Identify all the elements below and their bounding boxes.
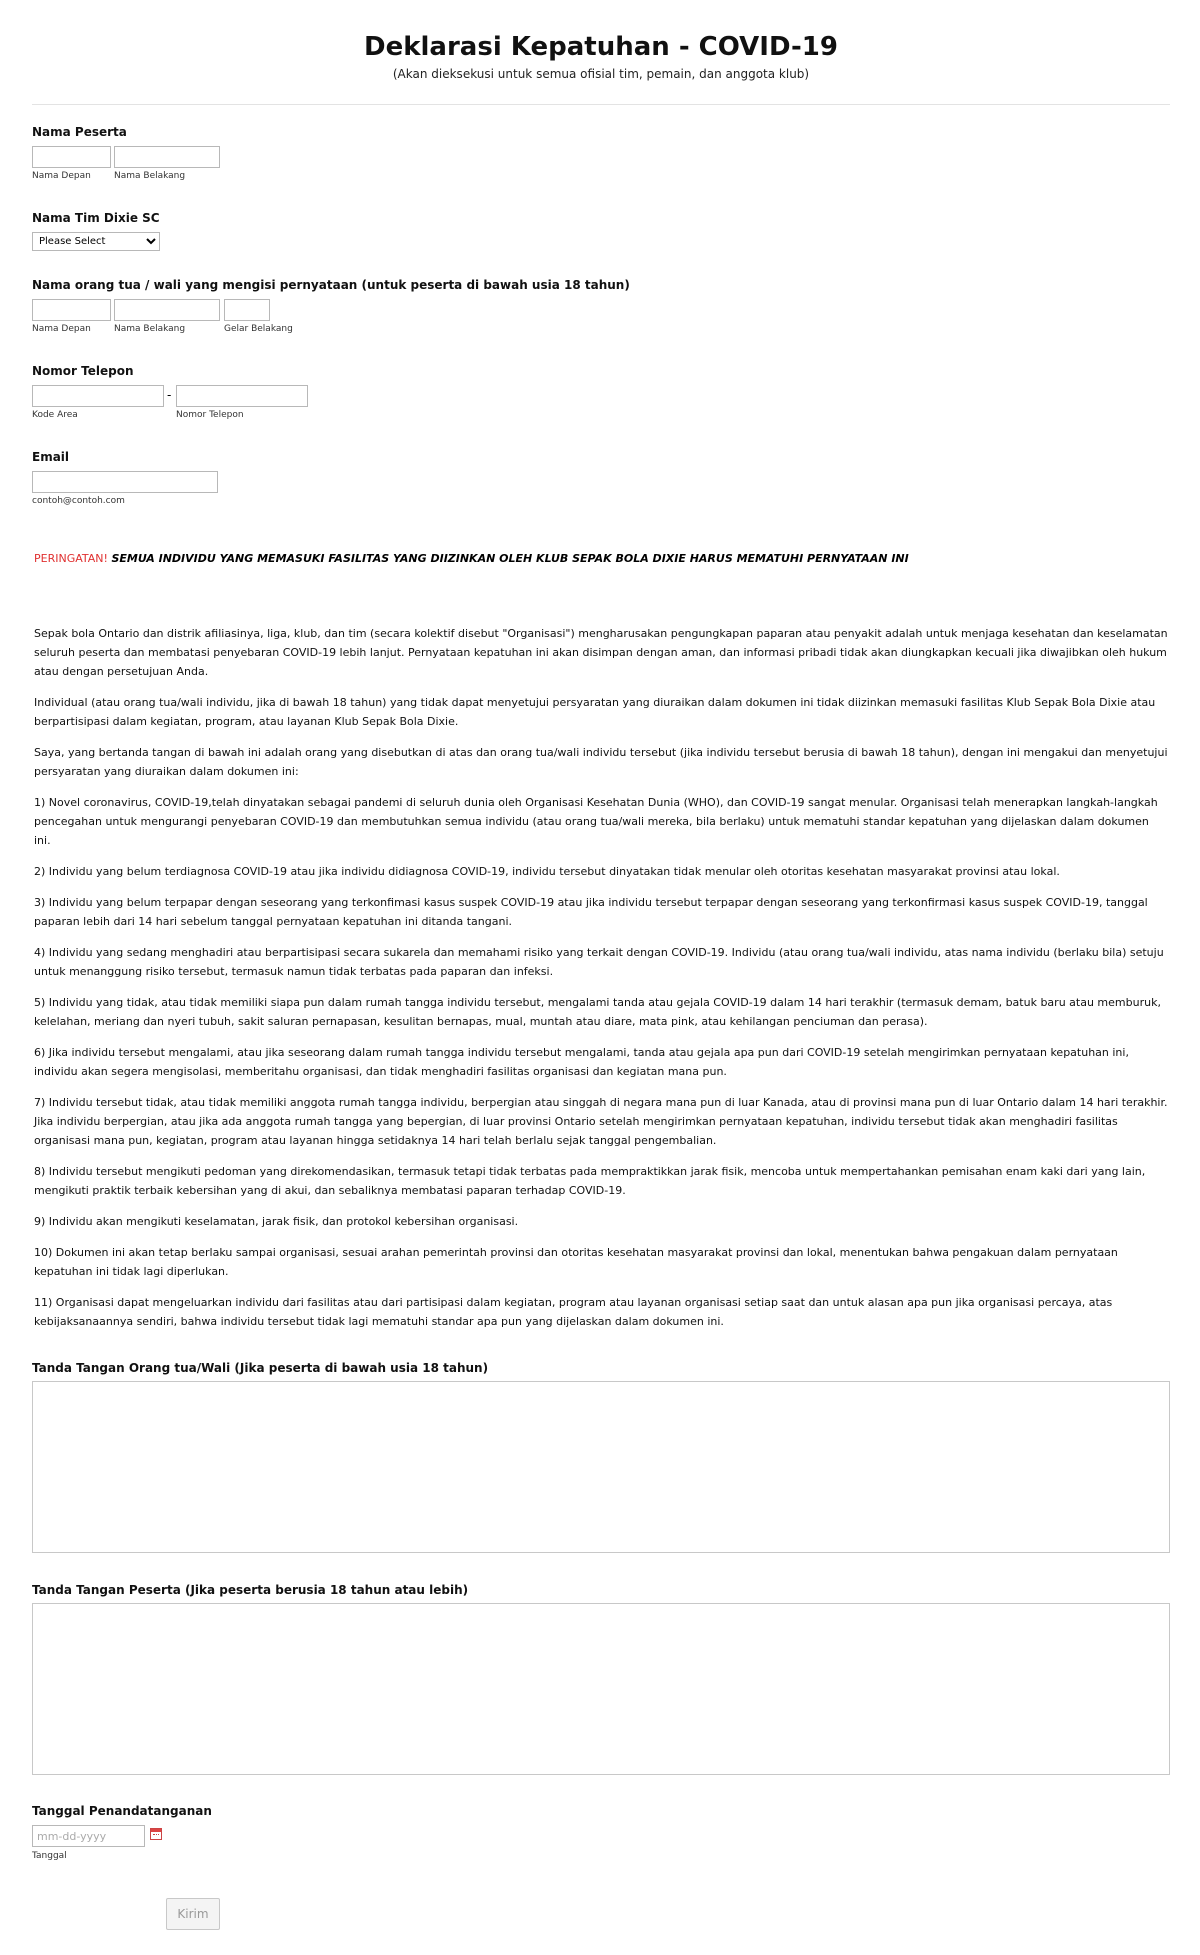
participant-first-name-sublabel: Nama Depan	[32, 171, 91, 181]
team-select[interactable]	[32, 232, 160, 251]
warning-text: SEMUA INDIVIDU YANG MEMASUKI FASILITAS YANG DIIZINKAN OLEH KLUB SEPAK BOLA DIXIE HARUS MEMATUHI PERNYATAAN INI	[111, 552, 909, 565]
phone-separator: -	[167, 388, 172, 402]
declaration-item: 2) Individu yang belum terdiagnosa COVID-19 atau jika individu didiagnosa COVID-19, individu tersebut dinyatakan tidak menular oleh otoritas kesehatan masyarakat provinsi atau lokal.	[34, 865, 1060, 878]
page-subtitle: (Akan dieksekusi untuk semua ofisial tim, pemain, dan anggota klub)	[392, 67, 810, 81]
declaration-paragraph: Individual (atau orang tua/wali individu, jika di bawah 18 tahun) yang tidak dapat menyetujui persyaratan yang diuraikan dalam dokumen ini tidak diizinkan memasuki fasilitas Klub Sepak Bola Dixie atau berpartisipasi dalam kegiatan, program, atau layanan Klub Sepak Bola Dixie.	[34, 696, 1156, 728]
warning-prefix: PERINGATAN!	[34, 552, 108, 565]
participant-first-name-input[interactable]	[32, 146, 111, 168]
phone-number-input[interactable]	[176, 385, 308, 407]
email-label: Email	[32, 450, 70, 464]
participant-name-label: Nama Peserta	[32, 125, 127, 139]
participant-last-name-sublabel: Nama Belakang	[114, 171, 186, 181]
team-label: Nama Tim Dixie SC	[32, 211, 160, 225]
phone-area-code-sublabel: Kode Area	[32, 410, 78, 420]
participant-signature-pad[interactable]	[32, 1603, 1170, 1775]
guardian-suffix-input[interactable]	[224, 299, 270, 321]
declaration-item: 5) Individu yang tidak, atau tidak memiliki siapa pun dalam rumah tangga individu tersebut, mengalami tanda atau gejala COVID-19 dalam 14 hari terakhir (termasuk demam, batuk baru atau memburuk, kelelahan, meriang dan nyeri tubuh, sakit saluran pernapasan, kesulitan bernapas, mual, muntah atau diare, mata pink, atau kehilangan penciuman dan perasa).	[34, 996, 1161, 1028]
guardian-last-name-input[interactable]	[114, 299, 220, 321]
calendar-icon[interactable]	[150, 1828, 162, 1840]
guardian-last-name-sublabel: Nama Belakang	[114, 324, 186, 334]
guardian-signature-label: Tanda Tangan Orang tua/Wali (Jika peserta di bawah usia 18 tahun)	[32, 1361, 489, 1375]
declaration-item: 9) Individu akan mengikuti keselamatan, jarak fisik, dan protokol kebersihan organisasi.	[34, 1215, 519, 1228]
declaration-item: 1) Novel coronavirus, COVID-19,telah dinyatakan sebagai pandemi di seluruh dunia oleh Organisasi Kesehatan Dunia (WHO), dan COVID-19 sangat menular. Organisasi telah menerapkan langkah-langkah pencegahan untuk mengurangi penyebaran COVID-19 dan membutuhkan semua individu (atau orang tua/wali mereka, bila berlaku) untuk mematuhi standar kepatuhan yang dijelaskan dalam dokumen ini.	[34, 796, 1158, 847]
declaration-text	[34, 624, 1168, 1343]
phone-number-sublabel: Nomor Telepon	[176, 410, 244, 420]
submit-button[interactable]: Kirim	[166, 1898, 220, 1930]
phone-label: Nomor Telepon	[32, 364, 134, 378]
guardian-suffix-sublabel: Gelar Belakang	[224, 324, 293, 334]
declaration-item: 4) Individu yang sedang menghadiri atau berpartisipasi secara sukarela dan memahami risiko yang terkait dengan COVID-19. Individu (atau orang tua/wali individu, atas nama individu (berlaku bila) setuju untuk menanggung risiko tersebut, termasuk namun tidak terbatas pada paparan dan infeksi.	[34, 946, 1164, 978]
page-title: Deklarasi Kepatuhan - COVID-19	[364, 32, 838, 62]
email-input[interactable]	[32, 471, 218, 493]
header-divider	[32, 104, 1170, 105]
declaration-item: 6) Jika individu tersebut mengalami, atau jika seseorang dalam rumah tangga individu tersebut mengalami, tanda atau gejala apa pun dari COVID-19 setelah mengirimkan pernyataan kepatuhan ini, individu akan segera mengisolasi, memberitahu organisasi, dan tidak menghadiri fasilitas organisasi dan kegiatan mana pun.	[34, 1046, 1129, 1078]
declaration-paragraph: Sepak bola Ontario dan distrik afiliasinya, liga, klub, dan tim (secara kolektif disebut "Organisasi") mengharusakan pengungkapan paparan atau penyakit adalah untuk menjaga kesehatan dan keselamatan seluruh peserta dan membatasi penyebaran COVID-19 lebih lanjut. Pernyataan kepatuhan ini akan disimpan dengan aman, dan informasi pribadi tidak akan diungkapkan kecuali jika diwajibkan oleh hukum atau dengan persetujuan Anda.	[34, 627, 1168, 678]
declaration-paragraph: Saya, yang bertanda tangan di bawah ini adalah orang yang disebutkan di atas dan orang tua/wali individu tersebut (jika individu tersebut berusia di bawah 18 tahun), dengan ini mengakui dan menyetujui persyaratan yang diuraikan dalam dokumen ini:	[34, 746, 1168, 778]
declaration-item: 3) Individu yang belum terpapar dengan seseorang yang terkonfimasi kasus suspek COVID-19 atau jika individu tersebut terpapar dengan seseorang yang terkonfirmasi kasus suspek COVID-19, tanggal paparan lebih dari 14 hari sebelum tanggal pernyataan kepatuhan ini ditanda tangani.	[34, 896, 1148, 928]
guardian-first-name-input[interactable]	[32, 299, 111, 321]
signing-date-input[interactable]	[32, 1825, 145, 1847]
email-sublabel: contoh@contoh.com	[32, 496, 125, 506]
phone-area-code-input[interactable]	[32, 385, 164, 407]
guardian-first-name-sublabel: Nama Depan	[32, 324, 91, 334]
participant-signature-label: Tanda Tangan Peserta (Jika peserta berusia 18 tahun atau lebih)	[32, 1583, 469, 1597]
guardian-signature-pad[interactable]	[32, 1381, 1170, 1553]
declaration-item: 7) Individu tersebut tidak, atau tidak memiliki anggota rumah tangga individu, berpergian atau singgah di negara mana pun di luar Kanada, atau di provinsi mana pun di luar Ontario dalam 14 hari terakhir. Jika individu berpergian, atau jika ada anggota rumah tangga yang bepergian, di luar provinsi Ontario setelah mengirimkan pernyataan kepatuhan, individu tersebut tidak akan menghadiri fasilitas organisasi mana pun, kegiatan, program atau layanan hingga setidaknya 14 hari telah berlalu sejak tanggal pengembalian.	[34, 1096, 1168, 1147]
guardian-name-label: Nama orang tua / wali yang mengisi pernyataan (untuk peserta di bawah usia 18 tahun)	[32, 278, 630, 292]
declaration-item: 8) Individu tersebut mengikuti pedoman yang direkomendasikan, termasuk tetapi tidak terbatas pada mempraktikkan jarak fisik, mencoba untuk mempertahankan pemisahan enam kaki dari yang lain, mengikuti praktik terbaik kebersihan yang di akui, dan sebaliknya membatasi paparan terhadap COVID-19.	[34, 1165, 1146, 1197]
declaration-item: 10) Dokumen ini akan tetap berlaku sampai organisasi, sesuai arahan pemerintah provinsi dan otoritas kesehatan masyarakat provinsi dan lokal, menentukan bahwa pengakuan dalam pernyataan kepatuhan ini tidak lagi diperlukan.	[34, 1246, 1118, 1278]
declaration-item: 11) Organisasi dapat mengeluarkan individu dari fasilitas atau dari partisipasi dalam kegiatan, program atau layanan organisasi setiap saat dan untuk alasan apa pun jika organisasi percaya, atas kebijaksanaannya sendiri, bahwa individu tersebut tidak lagi mematuhi standar apa pun yang dijelaskan dalam dokumen ini.	[34, 1296, 1113, 1328]
warning-notice	[34, 552, 909, 565]
signing-date-sublabel: Tanggal	[32, 1851, 67, 1861]
signing-date-label: Tanggal Penandatanganan	[32, 1804, 212, 1818]
participant-last-name-input[interactable]	[114, 146, 220, 168]
